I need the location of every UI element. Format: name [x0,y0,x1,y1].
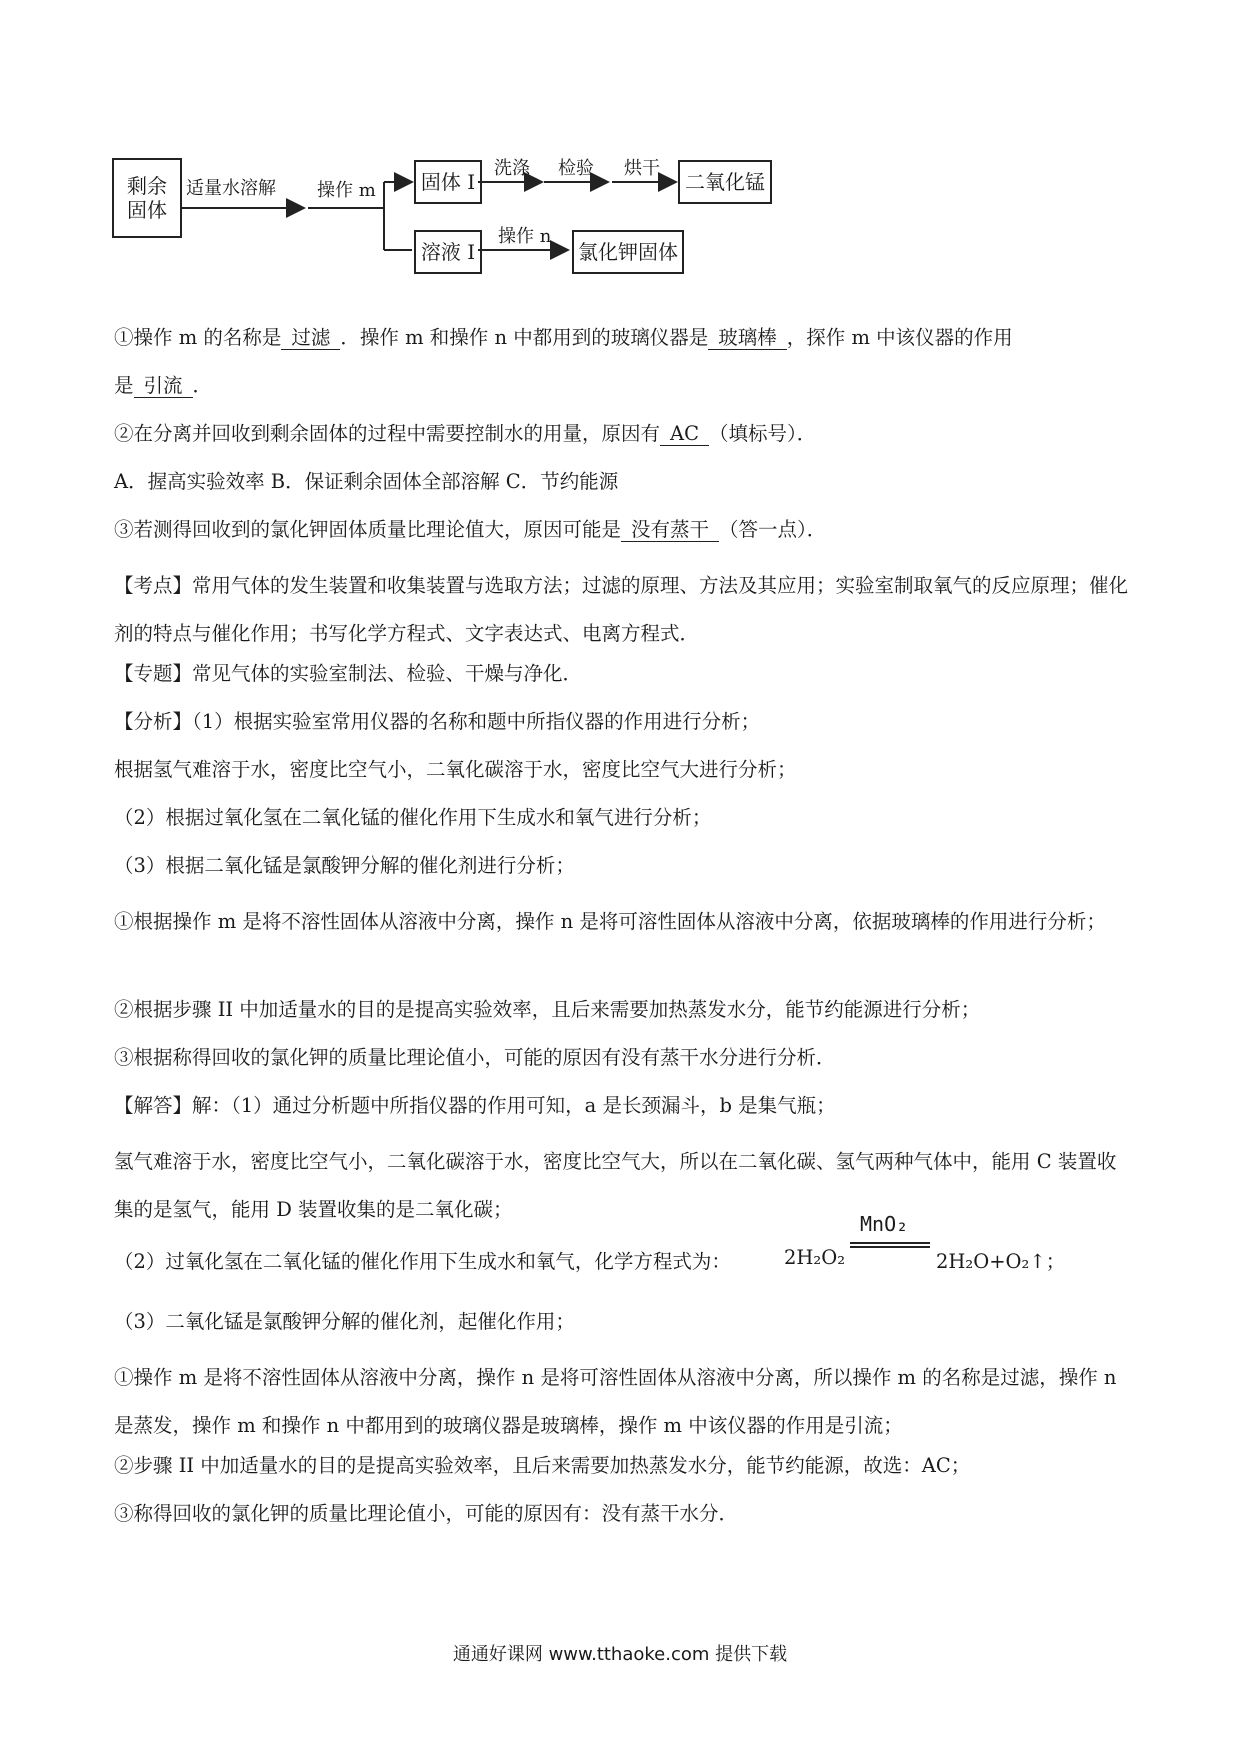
equation-product: 2H₂O+O₂↑； [936,1250,1066,1273]
fenxi-line-1: 【分析】（1）根据实验室常用仪器的名称和题中所指仪器的作用进行分析； [114,710,761,733]
q2-text-pre: ②在分离并回收到剩余固体的过程中需要控制水的用量，原因有 [114,422,661,445]
box-residual-solid: 剩余 固体 [112,158,182,238]
box-potassium-chloride: 氯化钾固体 [572,230,684,274]
jieda-operation-paragraph: ①操作 m 是将不溶性固体从溶液中分离，操作 n 是将可溶性固体从溶液中分离，所以操作 m 的名称是过滤，操作 n 是蒸发，操作 m 和操作 n 中都用到的玻璃仪器是玻璃棒，操作 m 中该仪器的作用是引流； [114,1366,1117,1437]
q1-line2-pre: 是 [114,374,134,397]
question-1-line-2 [114,370,212,398]
box-solid-1: 固体 I [414,160,482,204]
label-check: 检验 [558,158,594,179]
q2-answer: AC [660,423,709,446]
label-dissolve: 适量水溶解 [186,178,276,199]
equation-arrow-bar-bottom [850,1246,930,1248]
kaodian-paragraph: 【考点】常用气体的发生装置和收集装置与选取方法；过滤的原理、方法及其应用；实验室制取氧气的反应原理；催化剂的特点与催化作用；书写化学方程式、文字表达式、电离方程式． [114,574,1129,645]
equation-arrow-bar-top [850,1242,930,1244]
q3-text-post: （答一点）． [719,518,827,541]
q2-text-post: （填标号）． [709,422,817,445]
jieda-line-1: 【解答】解：（1）通过分析题中所指仪器的作用可知，a 是长颈漏斗，b 是集气瓶； [114,1094,836,1117]
question-1-line-1 [114,322,1013,350]
label-operation-m: 操作 m [317,180,376,201]
label-operation-n: 操作 n [498,226,552,247]
fenxi-line-4: （3）根据二氧化锰是氯酸钾分解的催化剂进行分析； [114,854,575,877]
question-3 [114,514,826,542]
q1-answer-drainage: 引流 [134,375,193,398]
question-2 [114,418,816,446]
q1-line2-post: ． [192,374,213,397]
box-manganese-dioxide: 二氧化锰 [678,160,772,204]
jieda-step3: ③称得回收的氯化钾的质量比理论值小，可能的原因有：没有蒸干水分． [114,1502,739,1525]
q3-text-pre: ③若测得回收到的氯化钾固体质量比理论值大，原因可能是 [114,518,622,541]
process-flow-diagram [112,150,852,290]
q1-text-pre: ①操作 m 的名称是 [114,326,282,349]
fenxi-operation-paragraph: ①根据操作 m 是将不溶性固体从溶液中分离，操作 n 是将可溶性固体从溶液中分离，依据玻璃棒的作用进行分析； [114,910,1106,933]
jieda-step2: ②步骤 II 中加适量水的目的是提高实验效率，且后来需要加热蒸发水分，能节约能源，故选：AC； [114,1454,971,1477]
label-dry: 烘干 [624,158,660,179]
q1-text-mid: ．操作 m 和操作 n 中都用到的玻璃仪器是 [340,326,709,349]
page-footer: 通通好课网 www.tthaoke.com 提供下载 [452,1644,788,1665]
zhuanti-paragraph: 【专题】常见气体的实验室制法、检验、干燥与净化． [114,662,583,685]
q3-answer: 没有蒸干 [621,519,719,542]
q1-answer-glass-rod: 玻璃棒 [708,327,787,350]
jieda-gas-paragraph: 氢气难溶于水，密度比空气小，二氧化碳溶于水，密度比空气大，所以在二氧化碳、氢气两种气体中，能用 C 装置收集的是氢气，能用 D 装置收集的是二氧化碳； [114,1150,1117,1221]
fenxi-step3: ③根据称得回收的氯化钾的质量比理论值小，可能的原因有没有蒸干水分进行分析． [114,1046,836,1069]
fenxi-step2: ②根据步骤 II 中加适量水的目的是提高实验效率，且后来需要加热蒸发水分，能节约能源进行分析； [114,998,981,1021]
question-2-options: A．握高实验效率 B．保证剩余固体全部溶解 C．节约能源 [114,470,619,493]
equation-catalyst: MnO₂ [860,1212,909,1236]
equation-intro: （2）过氧化氢在二氧化锰的催化作用下生成水和氧气，化学方程式为： [114,1250,731,1273]
equation-reactant: 2H₂O₂ [784,1246,846,1269]
q1-answer-filter: 过滤 [281,327,340,350]
label-wash: 洗涤 [494,158,530,179]
fenxi-line-3: （2）根据过氧化氢在二氧化锰的催化作用下生成水和氧气进行分析； [114,806,712,829]
jieda-line-3: （3）二氧化锰是氯酸钾分解的催化剂，起催化作用； [114,1310,575,1333]
box-solution-1: 溶液 I [414,230,482,274]
fenxi-line-2: 根据氢气难溶于水，密度比空气小，二氧化碳溶于水，密度比空气大进行分析； [114,758,797,781]
q1-text-post: ，探作 m 中该仪器的作用 [786,326,1013,349]
